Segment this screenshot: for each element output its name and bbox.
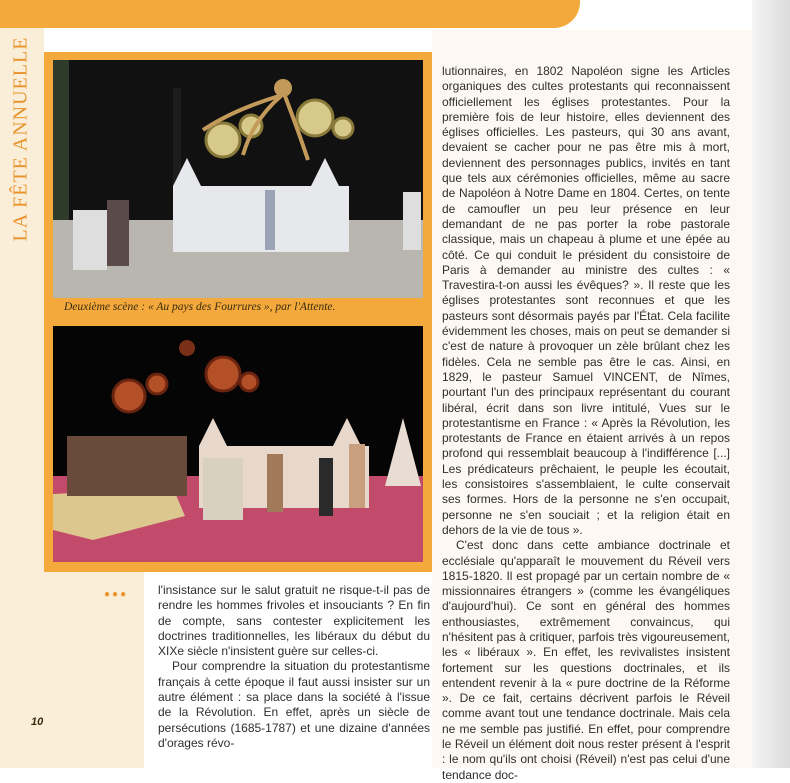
paragraph: Pour comprendre la situation du protestantisme français à cette époque il faut aussi insister sur un autre élément : sa place dans la société à l'issue de la Révolution. En effet, après un siècle de persécutions (1685-1787) et une dizaine d'années d'orages révo- <box>158 659 430 750</box>
bottom-text-column <box>158 583 430 751</box>
bullet-dots-icon: ●●● <box>104 589 129 600</box>
photo-caption: Deuxième scène : « Au pays des Fourrures », par l'Attente. <box>64 301 336 313</box>
page-number: 10 <box>31 716 44 728</box>
stage-photo-1 <box>53 60 423 298</box>
section-label <box>6 34 36 244</box>
paragraph: C'est donc dans cette ambiance doctrinale et ecclésiale qu'apparaît le mouvement du Réveil vers 1815-1820. Il est propagé par un certain nombre de « missionnaires étrangers » (comme les évangéliques d'aujourd'hui). Ce sont en général des hommes enthousiastes, extrêmement convaincus, qui n'hésitent pas à critiquer, parfois très vigoureusement, les « libéraux ». En effet, les revivalistes insistent fortement sur les questions doctrinales, et ils entendent revenir à la « pure doctrine de la Réforme ». De ce fait, certains décrivent parfois le Réveil comme avant tout une tendance doctrinale. Mais cela ne me semble pas justifié. En effet, pour comprendre le Réveil un élément doit nous rester présent à l'esprit : le nom qu'ils ont choisi (Réveil) n'est pas celui d'une tendance doc- <box>442 538 730 782</box>
page-edge <box>752 0 790 768</box>
right-text-column <box>442 64 730 783</box>
stage-photo-2 <box>53 326 423 562</box>
paragraph: l'insistance sur le salut gratuit ne risque-t-il pas de rendre les hommes frivoles et insouciants ? En fin de compte, sans contester explicitement les doctrines traditionnelles, les libéraux du début du XIXe siècle n'insistent guère sur celles-ci. <box>158 583 430 659</box>
header-band <box>0 0 580 28</box>
paragraph: lutionnaires, en 1802 Napoléon signe les Articles organiques des cultes protestants qui reconnaissent officiellement les églises protestantes. Pour la première fois de leur histoire, elles deviennent des églises officielles. Les pasteurs, qui 30 ans avant, devaient se cacher pour ne pas être mis à mort, deviennent des personnages publics, invités en tant que tels aux cérémonies officielles, même au sacre de Napoléon à Notre Dame en 1804. Certes, on tente de camoufler un peu leur présence en leur demandant de ne pas porter la robe pastorale classique, mais un chapeau à plume et une épée au côté. Ce qui conduit le président du consistoire de Paris à demander au ministre des cultes : « Travestira-t-on aussi les évêques? ». Il reste que les églises protestantes sont reconnues et que les pasteurs sont désormais payés par l'État. Cela facilite évidemment les choses, mais on peut se demander si c'est de nature à provoquer un zèle brûlant chez les fidèles. Cela ne semble pas être le cas. Ainsi, en 1829, le pasteur Samuel VINCENT, de Nîmes, pourtant l'un des principaux représentant du courant libéral, écrit dans son livre intitulé, Vues sur le protestantisme en France : « Après la Révolution, les protestants de France en étaient arrivés à un repos profond qui ressemblait beaucoup à l'indifférence [...] Les prédicateurs prêchaient, le peuple les écoutait, les consistoires s'assemblaient, le culte conservait ses formes. Hors de la personne ne s'en occupait, personne ne s'en souciait ; et la religion était en dehors de la vie de tous ». <box>442 64 730 537</box>
bottom-left-panel <box>44 572 144 768</box>
section-label-text: LA FÊTE ANNUELLE <box>9 36 32 242</box>
